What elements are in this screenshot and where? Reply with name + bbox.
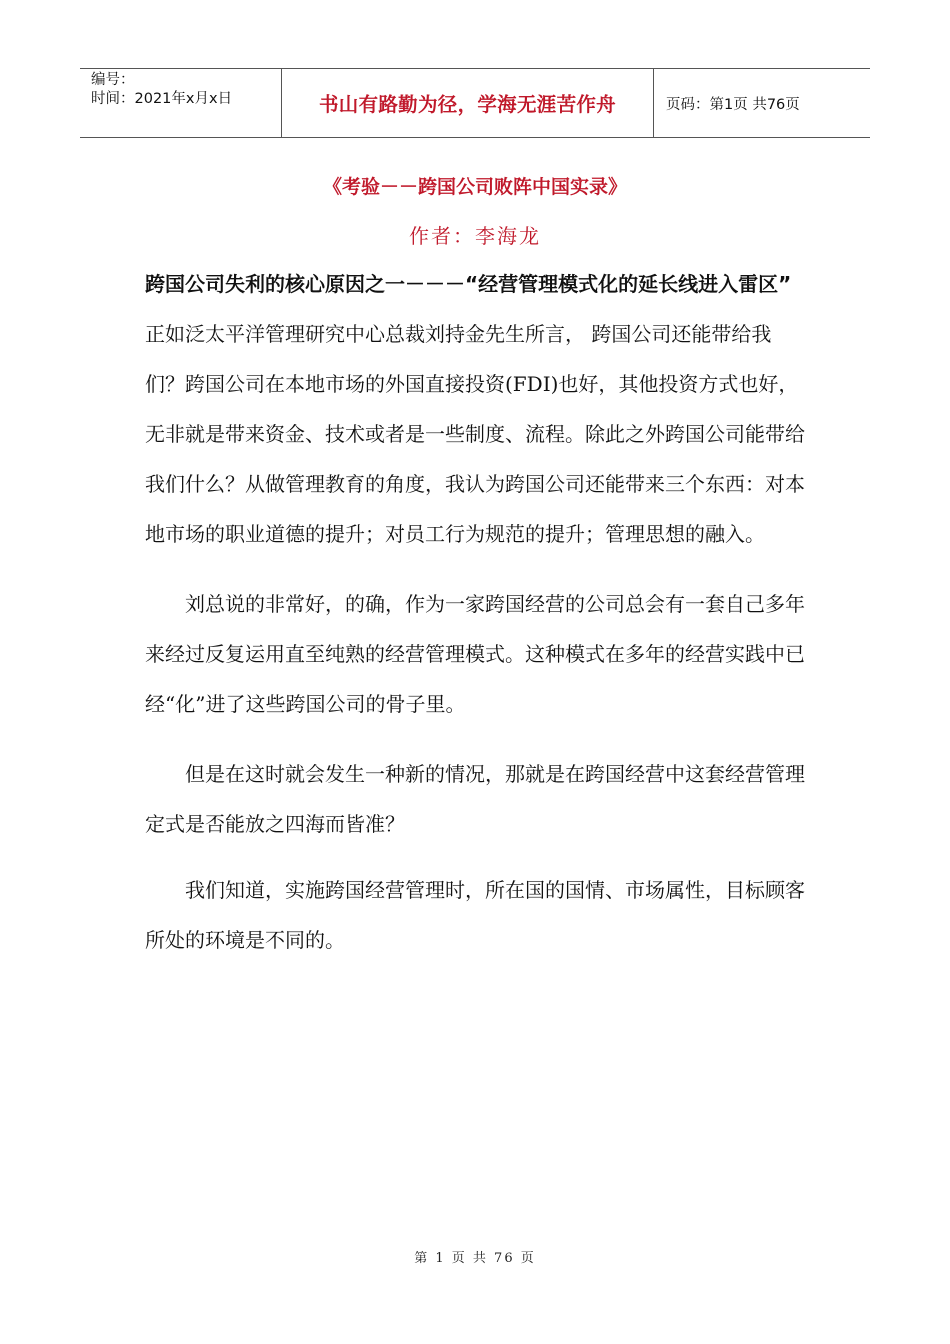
header-meta (80, 69, 282, 137)
document-number-label: 编号： (91, 72, 135, 88)
paragraph-3: 但是在这时就会发生一种新的情况，那就是在跨国经营中这套经营管理定式是否能放之四海而皆准？ (145, 762, 805, 836)
paragraph-2: 刘总说的非常好，的确，作为一家跨国经营的公司总会有一套自己多年来经过反复运用直至纯熟的经营管理模式。这种模式在多年的经营实践中已经“化”进了这些跨国公司的骨子里。 (145, 592, 805, 716)
paragraph-1: 正如泛太平洋管理研究中心总裁刘持金先生所言， 跨国公司还能带给我们？跨国公司在本地市场的外国直接投资(FDI)也好，其他投资方式也好，无非就是带来资金、技术或者是一些制度、流程。除此之外跨国公司能带给我们什么？从做管理教育的角度，我认为跨国公司还能带来三个东西：对本地市场的职业道德的提升；对员工行为规范的提升；管理思想的融入。 (145, 322, 805, 546)
document-author: 作者：李海龙 (409, 224, 541, 248)
page-footer: 第 1 页 共 76 页 (414, 1251, 536, 1266)
header-table (80, 68, 870, 138)
header-page-code: 页码：第1页 共76页 (666, 96, 800, 113)
document-time-label: 时间：2021年x月x日 (91, 91, 233, 107)
document-title: 《考验－－跨国公司败阵中国实录》 (322, 176, 627, 198)
header-motto: 书山有路勤为径，学海无涯苦作舟 (282, 69, 654, 137)
document-body (145, 259, 810, 965)
section-heading: 跨国公司失利的核心原因之一－－－“经营管理模式化的延长线进入雷区” (145, 272, 792, 296)
paragraph-4: 我们知道，实施跨国经营管理时，所在国的国情、市场属性，目标顾客所处的环境是不同的。 (145, 878, 805, 952)
